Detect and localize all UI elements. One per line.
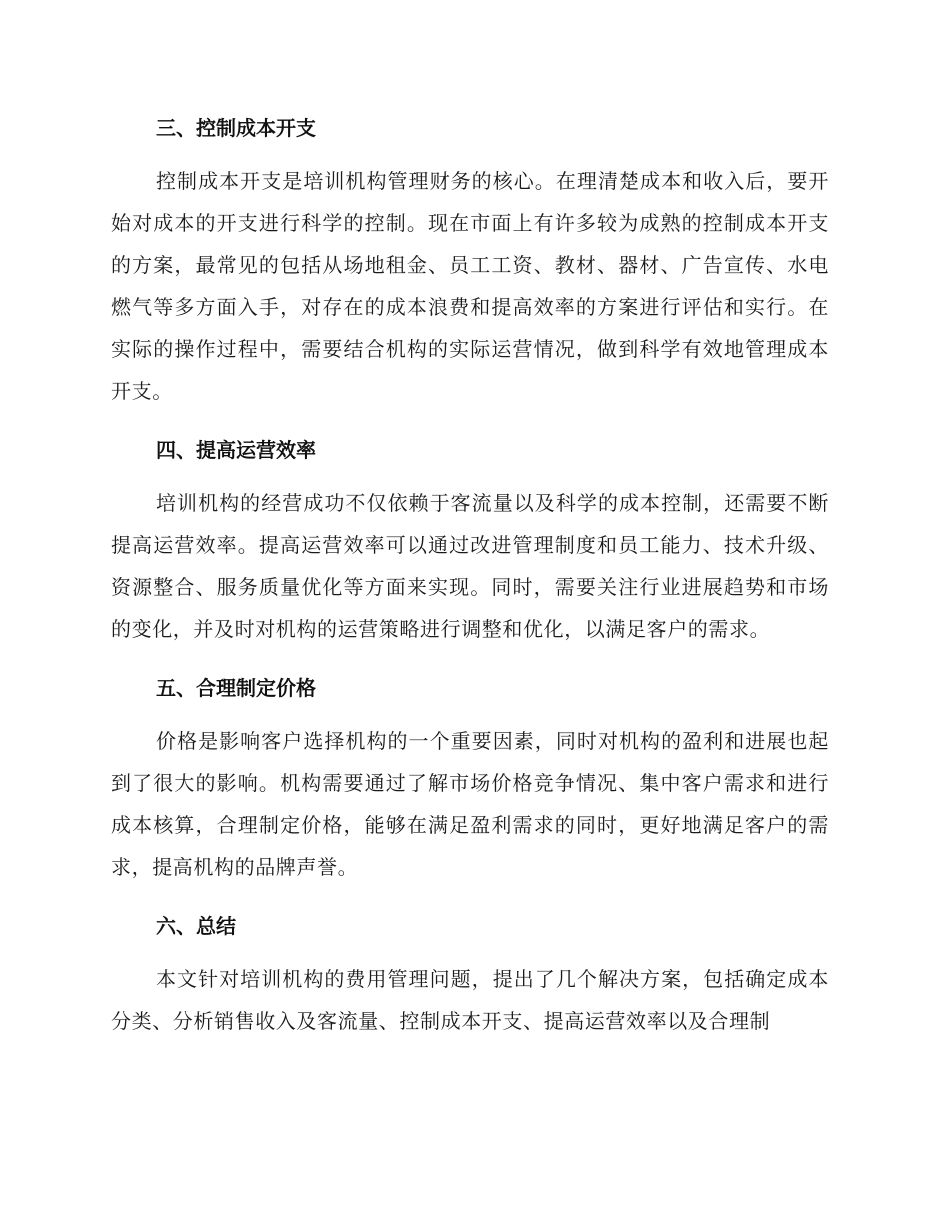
section-paragraph-efficiency: 培训机构的经营成功不仅依赖于客流量以及科学的成本控制，还需要不断提高运营效率。提高运营效率可以通过改进管理制度和员工能力、技术升级、资源整合、服务质量优化等方面来实现。同时，需要关注行业进展趋势和市场的变化，并及时对机构的运营策略进行调整和优化，以满足客户的需求。: [111, 491, 829, 641]
section-paragraph-cost-control: 控制成本开支是培训机构管理财务的核心。在理清楚成本和收入后，要开始对成本的开支进行科学的控制。现在市面上有许多较为成熟的控制成本开支的方案，最常见的包括从场地租金、员工工资、教材、器材、广告宣传、水电燃气等多方面入手，对存在的成本浪费和提高效率的方案进行评估和实行。在实际的操作过程中，需要结合机构的实际运营情况，做到科学有效地管理成本开支。: [111, 169, 829, 403]
section-heading-summary: 六、总结: [156, 914, 236, 938]
section-heading-cost-control: 三、控制成本开支: [156, 116, 316, 140]
section-heading-pricing: 五、合理制定价格: [156, 676, 316, 700]
document-body: [111, 108, 829, 1042]
section-heading-efficiency: 四、提高运营效率: [156, 438, 316, 462]
section-paragraph-summary: 本文针对培训机构的费用管理问题，提出了几个解决方案，包括确定成本分类、分析销售收入及客流量、控制成本开支、提高运营效率以及合理制: [111, 967, 829, 1033]
section-paragraph-pricing: 价格是影响客户选择机构的一个重要因素，同时对机构的盈利和进展也起到了很大的影响。机构需要通过了解市场价格竞争情况、集中客户需求和进行成本核算，合理制定价格，能够在满足盈利需求的同时，更好地满足客户的需求，提高机构的品牌声誉。: [111, 729, 829, 879]
